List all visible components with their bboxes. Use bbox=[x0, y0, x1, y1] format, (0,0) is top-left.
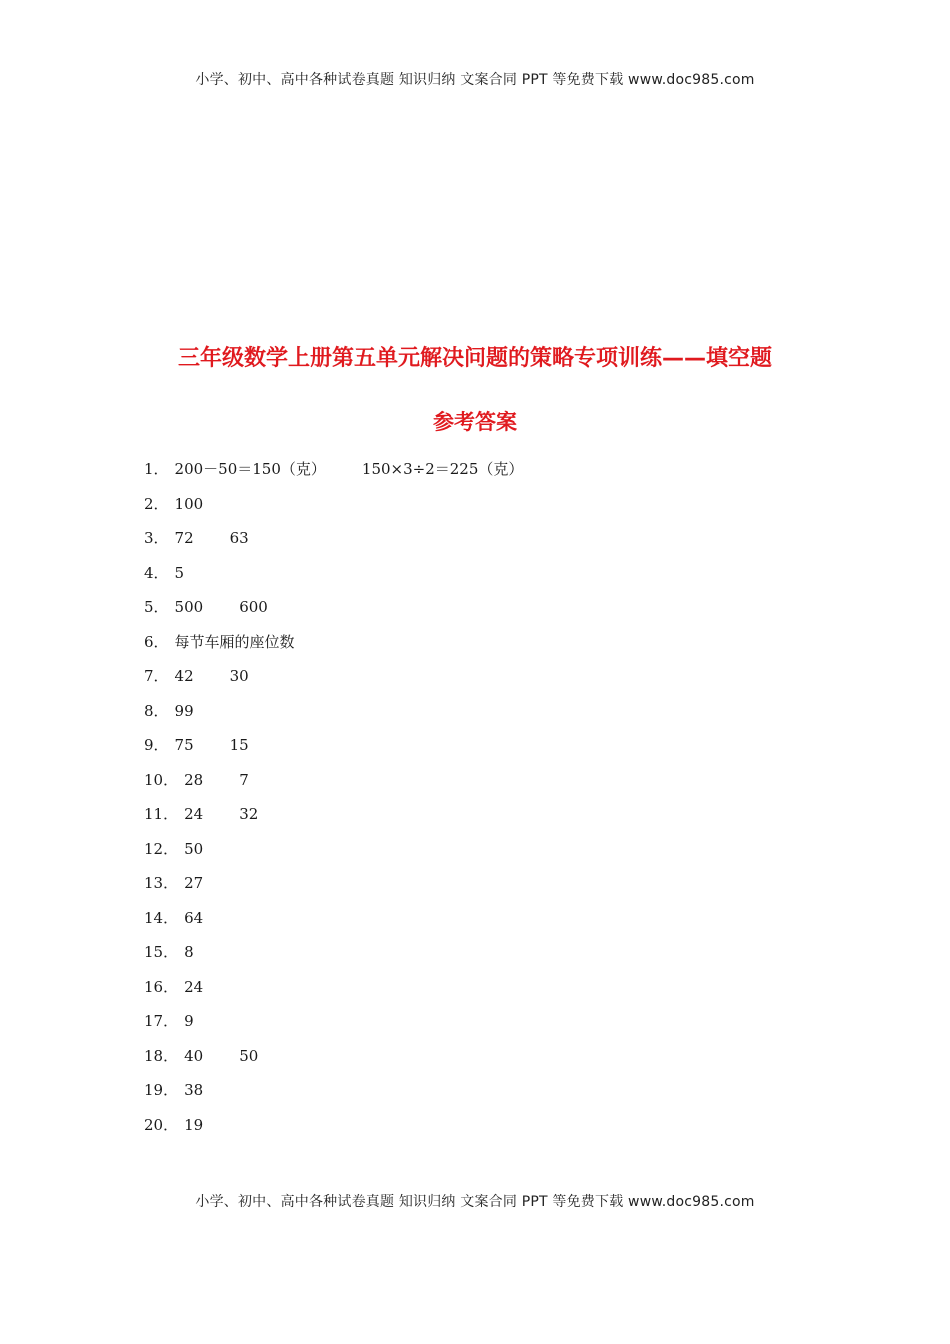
answer-number: 2． bbox=[144, 494, 169, 513]
answer-value-second: 32 bbox=[239, 805, 259, 823]
answer-number: 8． bbox=[144, 701, 169, 720]
document-title: 三年级数学上册第五单元解决问题的策略专项训练——填空题 bbox=[177, 346, 772, 371]
answer-row-18 bbox=[144, 1044, 523, 1079]
answer-row-8 bbox=[144, 699, 523, 734]
answer-number: 15． bbox=[144, 943, 179, 961]
answer-value-second: 150×3÷2＝225（克） bbox=[361, 460, 524, 478]
answer-number: 18． bbox=[144, 1046, 179, 1065]
answer-number: 5． bbox=[144, 598, 169, 616]
answer-number: 14． bbox=[144, 908, 179, 927]
answer-number: 7． bbox=[144, 667, 169, 685]
answer-row-17 bbox=[144, 1009, 523, 1044]
answer-row-11 bbox=[144, 802, 523, 837]
answer-value: 99 bbox=[174, 701, 194, 720]
answer-number: 19． bbox=[144, 1081, 179, 1099]
answer-row-9 bbox=[144, 733, 523, 768]
answer-row-14 bbox=[144, 906, 523, 941]
answer-value: 200－50＝150（克） bbox=[174, 460, 326, 478]
answer-value: 24 bbox=[184, 977, 204, 996]
answer-value: 每节车厢的座位数 bbox=[174, 632, 295, 651]
answer-row-19 bbox=[144, 1078, 523, 1113]
answer-value: 100 bbox=[174, 494, 204, 513]
answer-value: 19 bbox=[184, 1115, 204, 1134]
answer-row-16 bbox=[144, 975, 523, 1010]
answer-value-second: 7 bbox=[239, 770, 249, 789]
answer-number: 4． bbox=[144, 563, 169, 582]
answer-value: 27 bbox=[184, 874, 204, 892]
answer-value-second: 600 bbox=[239, 598, 268, 616]
answer-row-10 bbox=[144, 768, 523, 803]
answer-value: 5 bbox=[174, 563, 185, 582]
answer-value-second: 63 bbox=[229, 529, 249, 547]
answer-value: 75 bbox=[174, 736, 194, 754]
answer-value: 38 bbox=[184, 1081, 204, 1099]
answer-value: 64 bbox=[184, 908, 204, 927]
answer-row-4 bbox=[144, 561, 523, 596]
answer-value-second: 15 bbox=[229, 736, 249, 754]
answer-row-13 bbox=[144, 871, 523, 906]
answer-number: 16． bbox=[144, 977, 179, 996]
answer-key-heading: 参考答案 bbox=[433, 410, 517, 434]
answer-number: 9． bbox=[144, 736, 169, 754]
answer-value: 500 bbox=[174, 598, 204, 616]
answer-value: 8 bbox=[184, 943, 194, 961]
page-footer: 小学、初中、高中各种试卷真题 知识归纳 文案合同 PPT 等免费下载 www.doc985.com bbox=[195, 1194, 755, 1210]
answer-value: 40 bbox=[184, 1046, 204, 1065]
answer-value: 42 bbox=[174, 667, 194, 685]
answer-number: 3． bbox=[144, 529, 169, 547]
answer-value: 72 bbox=[174, 529, 194, 547]
answer-number: 10． bbox=[144, 770, 179, 789]
answer-row-7 bbox=[144, 664, 523, 699]
page-header: 小学、初中、高中各种试卷真题 知识归纳 文案合同 PPT 等免费下载 www.doc985.com bbox=[195, 72, 755, 88]
answer-number: 12． bbox=[144, 839, 179, 858]
answer-list bbox=[144, 457, 523, 1147]
answer-value: 50 bbox=[184, 839, 204, 858]
answer-number: 1． bbox=[144, 460, 169, 478]
answer-value-second: 50 bbox=[239, 1046, 259, 1065]
answer-number: 20． bbox=[144, 1115, 179, 1134]
answer-row-3 bbox=[144, 526, 523, 561]
answer-number: 13． bbox=[144, 874, 179, 892]
answer-value: 24 bbox=[184, 805, 204, 823]
answer-number: 17． bbox=[144, 1012, 179, 1030]
answer-row-6 bbox=[144, 630, 523, 665]
answer-row-20 bbox=[144, 1113, 523, 1148]
answer-number: 11． bbox=[144, 805, 179, 823]
answer-value: 28 bbox=[184, 770, 204, 789]
answer-row-12 bbox=[144, 837, 523, 872]
answer-row-15 bbox=[144, 940, 523, 975]
answer-row-5 bbox=[144, 595, 523, 630]
answer-row-1 bbox=[144, 457, 523, 492]
answer-row-2 bbox=[144, 492, 523, 527]
answer-number: 6． bbox=[144, 632, 169, 651]
answer-value: 9 bbox=[184, 1012, 194, 1030]
answer-value-second: 30 bbox=[229, 667, 249, 685]
